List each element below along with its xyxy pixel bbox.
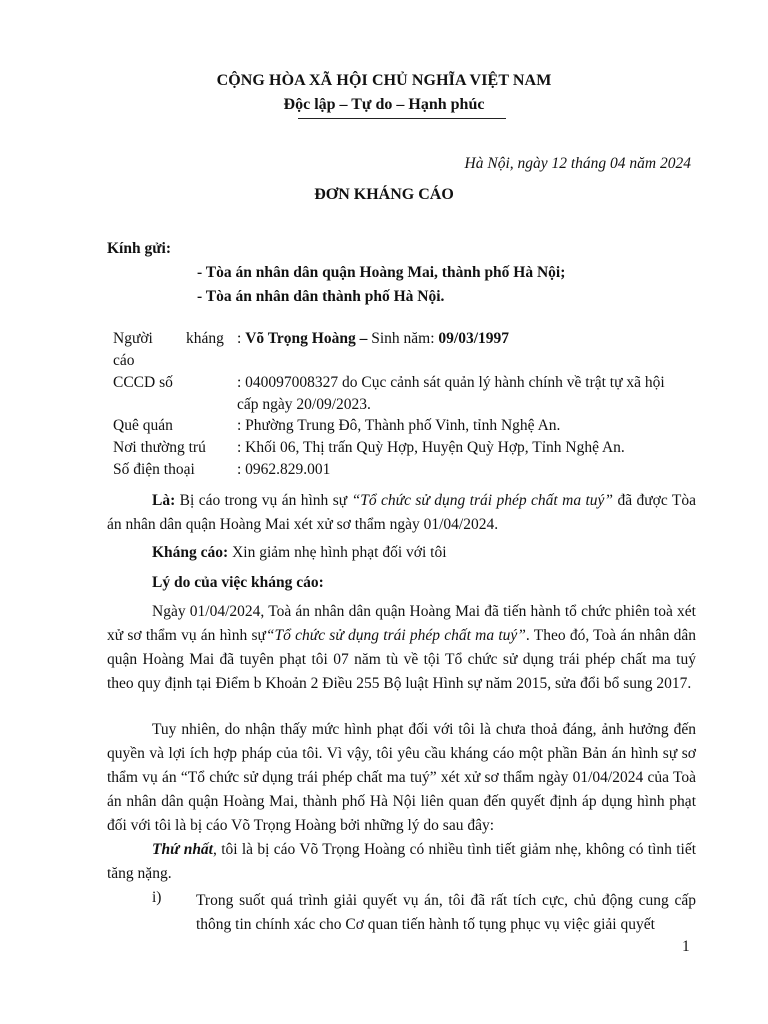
birth-label: Sinh năm: bbox=[367, 330, 439, 347]
case-name: “Tổ chức sử dụng trái phép chất ma tuý” bbox=[351, 492, 614, 509]
reason-paragraph-2: Tuy nhiên, do nhận thấy mức hình phạt đối với tôi là chưa thoả đáng, ảnh hưởng đến quyền và lợi ích hợp pháp của tôi. Vì vậy, tôi yêu cầu kháng cáo một phần Bản án hình sự sơ thẩm vụ án “Tổ chức sử dụng trái phép chất ma tuý” xét xử sơ thẩm ngày 01/04/2024 của Toà án nhân dân quận Hoàng Mai, thành phố Hà Nội liên quan đến quyết định áp dụng hình phạt đối với tôi là bị cáo Võ Trọng Hoàng bởi những lý do sau đây: bbox=[107, 721, 696, 834]
status-text-2: đã được Tòa án nhân dân quận Hoàng Mai xét xử sơ thẩm ngày 01/04/2024. bbox=[107, 492, 696, 533]
appeal-label: Kháng cáo: bbox=[152, 544, 229, 561]
first-point-text: , tôi là bị cáo Võ Trọng Hoàng có nhiều tình tiết giảm nhẹ, không có tình tiết tăng nặng. bbox=[107, 841, 697, 882]
appellant-label-word2: kháng bbox=[186, 330, 224, 347]
reason-paragraph-3 bbox=[107, 838, 696, 886]
hometown-value: : Phường Trung Đô, Thành phố Vinh, tỉnh Nghệ An. bbox=[237, 417, 561, 434]
national-motto: Độc lập – Tự do – Hạnh phúc bbox=[283, 96, 485, 113]
cccd-label: CCCD số bbox=[113, 374, 173, 391]
phone-value: : 0962.829.001 bbox=[237, 461, 331, 478]
appellant-colon: : bbox=[237, 330, 246, 347]
status-text-1: Bị cáo trong vụ án hình sự bbox=[175, 492, 352, 509]
para1-text-1: Ngày 01/04/2024, Toà án nhân dân quận Hoàng Mai đã tiến hành tổ chức phiên toà xét xử sơ thẩm vụ án hình sự bbox=[107, 603, 696, 644]
residence-value: : Khối 06, Thị trấn Quỳ Hợp, Huyện Quỳ Hợp, Tỉnh Nghệ An. bbox=[237, 439, 625, 456]
status-label: Là: bbox=[152, 492, 176, 509]
para1-text-2: . Theo đó, Toà án nhân dân quận Hoàng Mai đã tuyên phạt tôi 07 năm tù về tội Tổ chức sử dụng trái phép chất ma tuý theo quy định tại Điểm b Khoản 2 Điều 255 Bộ luật Hình sự năm 2015, sửa đổi bổ sung 2017. bbox=[107, 627, 696, 692]
reason-paragraph-1 bbox=[107, 600, 696, 696]
page-number: 1 bbox=[682, 938, 690, 955]
recipient-2: - Tòa án nhân dân thành phố Hà Nội. bbox=[197, 288, 445, 305]
appellant-value bbox=[237, 330, 705, 348]
birth-date: 09/03/1997 bbox=[438, 330, 510, 347]
reason-heading: Lý do của việc kháng cáo: bbox=[152, 574, 324, 591]
list-item-text: Trong suốt quá trình giải quyết vụ án, tôi đã rất tích cực, chủ động cung cấp thông tin chính xác cho Cơ quan tiến hành tố tụng phục vụ việc giải quyết bbox=[196, 892, 696, 933]
cccd-value-line2: cấp ngày 20/09/2023. bbox=[237, 396, 371, 413]
first-point-lead: Thứ nhất bbox=[152, 841, 213, 858]
document-title: ĐƠN KHÁNG CÁO bbox=[314, 186, 454, 203]
cccd-value-line1: : 040097008327 do Cục cảnh sát quản lý hành chính về trật tự xã hội bbox=[237, 374, 665, 391]
hometown-label: Quê quán bbox=[113, 417, 173, 434]
recipient-1: - Tòa án nhân dân quận Hoàng Mai, thành phố Hà Nội; bbox=[197, 264, 566, 281]
list-item-number: i) bbox=[152, 889, 162, 906]
appeal-paragraph bbox=[107, 541, 696, 565]
place-date-line: Hà Nội, ngày 12 tháng 04 năm 2024 bbox=[464, 155, 691, 172]
appellant-label-word3: cáo bbox=[113, 352, 135, 369]
residence-label: Nơi thường trú bbox=[113, 439, 206, 456]
phone-label: Số điện thoại bbox=[113, 461, 195, 478]
status-paragraph bbox=[107, 489, 696, 537]
motto-underline bbox=[298, 118, 506, 119]
national-title: CỘNG HÒA XÃ HỘI CHỦ NGHĨA VIỆT NAM bbox=[216, 72, 552, 89]
recipient-label: Kính gửi: bbox=[107, 240, 171, 257]
appellant-label-word1: Người bbox=[113, 330, 153, 347]
para1-case-name: “Tổ chức sử dụng trái phép chất ma tuý” bbox=[265, 627, 526, 644]
appeal-text: Xin giảm nhẹ hình phạt đối với tôi bbox=[228, 544, 447, 561]
appellant-name: Võ Trọng Hoàng – bbox=[245, 330, 368, 347]
